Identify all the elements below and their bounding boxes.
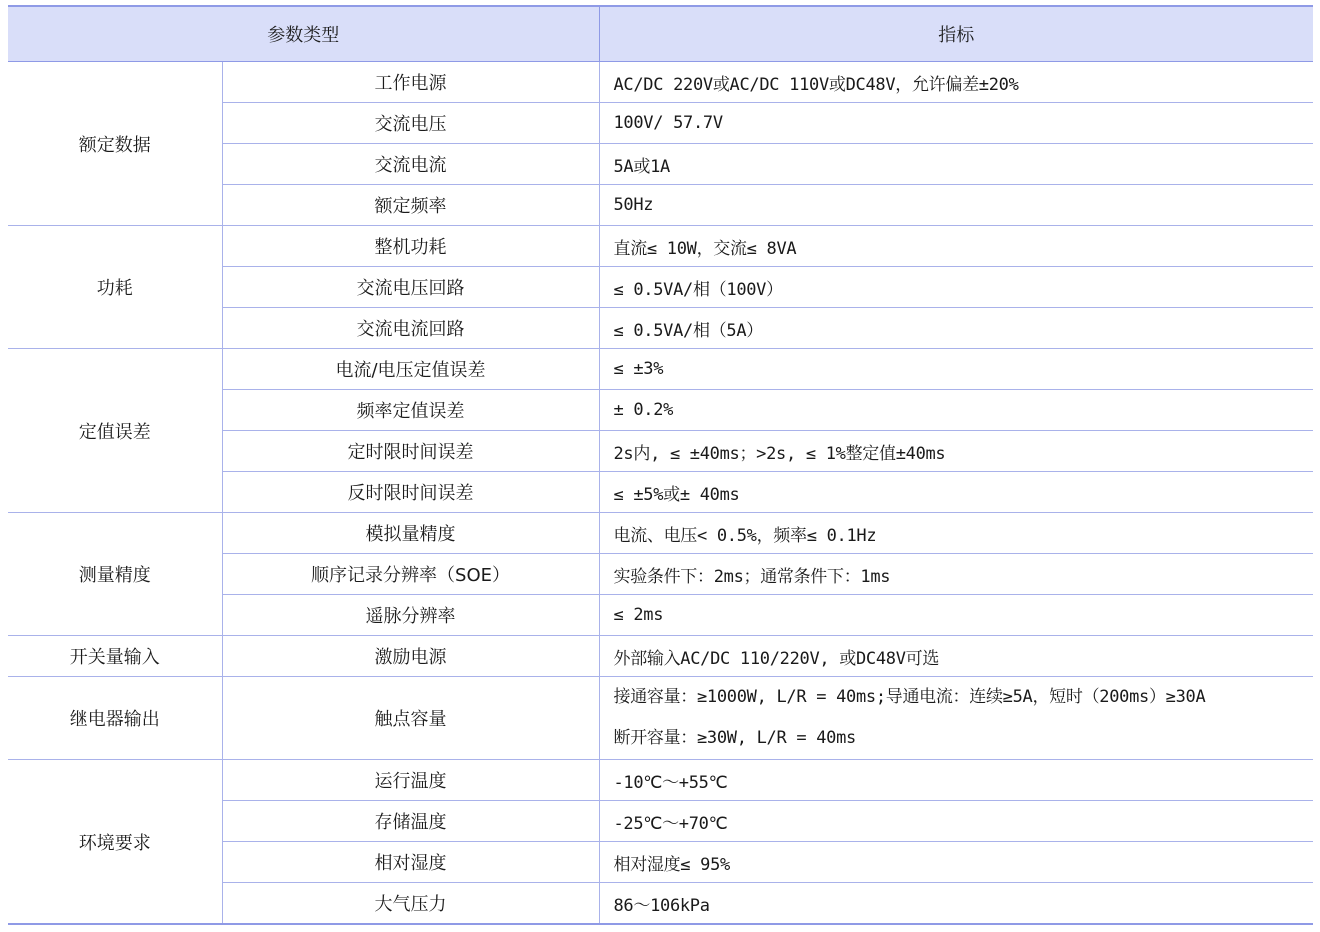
- header-param-type: 参数类型: [8, 6, 599, 62]
- param-value: ≤ 0.5VA/相（100V）: [599, 267, 1313, 308]
- category-cell: 额定数据: [8, 62, 222, 226]
- param-value: 相对湿度≤ 95%: [599, 842, 1313, 883]
- param-name: 整机功耗: [222, 226, 599, 267]
- param-value: 50Hz: [599, 185, 1313, 226]
- param-value: 86～106kPa: [599, 883, 1313, 925]
- table-row: [8, 349, 1313, 390]
- param-value: ≤ ±5%或± 40ms: [599, 472, 1313, 513]
- param-name: 顺序记录分辨率（SOE）: [222, 554, 599, 595]
- param-value: [599, 677, 1313, 760]
- param-value: 电流、电压< 0.5%，频率≤ 0.1Hz: [599, 513, 1313, 554]
- param-name: 电流/电压定值误差: [222, 349, 599, 390]
- param-value: 实验条件下：2ms；通常条件下：1ms: [599, 554, 1313, 595]
- param-name: 遥脉分辨率: [222, 595, 599, 636]
- table-row: [8, 760, 1313, 801]
- param-value: 直流≤ 10W，交流≤ 8VA: [599, 226, 1313, 267]
- param-name: 模拟量精度: [222, 513, 599, 554]
- category-cell: 功耗: [8, 226, 222, 349]
- param-value: 100V/ 57.7V: [599, 103, 1313, 144]
- param-name: 反时限时间误差: [222, 472, 599, 513]
- table-row: [8, 636, 1313, 677]
- param-value: ≤ 0.5VA/相（5A）: [599, 308, 1313, 349]
- param-name: 交流电压回路: [222, 267, 599, 308]
- param-value: ± 0.2%: [599, 390, 1313, 431]
- param-name: 存储温度: [222, 801, 599, 842]
- param-value: -25℃～+70℃: [599, 801, 1313, 842]
- table-header-row: [8, 6, 1313, 62]
- param-value: -10℃～+55℃: [599, 760, 1313, 801]
- param-name: 交流电流: [222, 144, 599, 185]
- header-indicator: 指标: [599, 6, 1313, 62]
- param-name: 频率定值误差: [222, 390, 599, 431]
- param-name: 运行温度: [222, 760, 599, 801]
- table-row: [8, 62, 1313, 103]
- param-name: 大气压力: [222, 883, 599, 925]
- param-name: 交流电流回路: [222, 308, 599, 349]
- param-name: 工作电源: [222, 62, 599, 103]
- param-name: 相对湿度: [222, 842, 599, 883]
- param-name: 交流电压: [222, 103, 599, 144]
- param-value: 2s内, ≤ ±40ms；>2s, ≤ 1%整定值±40ms: [599, 431, 1313, 472]
- param-value-line: 断开容量：≥30W, L/R = 40ms: [613, 728, 856, 748]
- table-row: [8, 226, 1313, 267]
- param-value-line: 接通容量：≥1000W, L/R = 40ms;导通电流：连续≥5A，短时（200ms）≥30A: [613, 687, 1206, 707]
- table-row: [8, 677, 1313, 760]
- category-cell: 定值误差: [8, 349, 222, 513]
- spec-table: [8, 5, 1313, 925]
- param-value: 外部输入AC/DC 110/220V, 或DC48V可选: [599, 636, 1313, 677]
- param-name: 额定频率: [222, 185, 599, 226]
- category-cell: 环境要求: [8, 760, 222, 925]
- category-cell: 开关量输入: [8, 636, 222, 677]
- param-value: ≤ 2ms: [599, 595, 1313, 636]
- category-cell: 测量精度: [8, 513, 222, 636]
- param-name: 定时限时间误差: [222, 431, 599, 472]
- param-name: 激励电源: [222, 636, 599, 677]
- table-row: [8, 513, 1313, 554]
- param-value: ≤ ±3%: [599, 349, 1313, 390]
- param-value: 5A或1A: [599, 144, 1313, 185]
- category-cell: 继电器输出: [8, 677, 222, 760]
- param-value: AC/DC 220V或AC/DC 110V或DC48V，允许偏差±20%: [599, 62, 1313, 103]
- param-name: 触点容量: [222, 677, 599, 760]
